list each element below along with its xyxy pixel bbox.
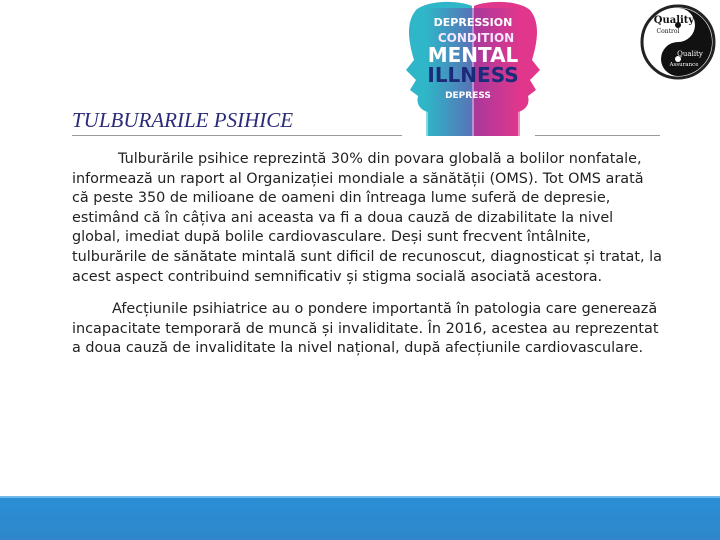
word-condition: CONDITION bbox=[437, 31, 515, 45]
logo-assurance: Assurance bbox=[669, 62, 699, 68]
slide-body bbox=[72, 150, 662, 372]
word-depress: DEPRESS bbox=[445, 91, 491, 101]
title-underline-left bbox=[72, 135, 402, 136]
word-depression: DEPRESSION bbox=[433, 16, 513, 29]
word-mental: MENTAL bbox=[427, 43, 519, 67]
paragraph-1: Tulburările psihice reprezintă 30% din povara globală a bolilor nonfatale, informează un raport al Organizației mondiale a sănătății (OMS). Tot OMS arată că peste 350 de milioane de oameni din întreaga lume suferă de depresie, estimând că în câțiva ani aceasta va fi a doua cauză de dizabilitate la nivel global, imediat după bolile cardiovasculare. Deși sunt frecvent întâlnite, tulburările de sănătate mintală sunt dificil de recunoscut, diagnosticat și tratat, la acest aspect contribuind semnificativ și stigma socială asociată acestora. bbox=[72, 151, 662, 285]
word-illness: ILLNESS bbox=[427, 63, 519, 87]
footer-bar bbox=[0, 496, 720, 540]
slide-title: TULBURARILE PSIHICE bbox=[72, 108, 294, 132]
logo-quality-bottom: Quality bbox=[677, 50, 703, 58]
paragraph-2: Afecțiunile psihiatrice au o pondere importantă în patologia care generează incapacitate temporară de muncă și invaliditate. În 2016, acestea au reprezentat a doua cauză de invaliditate la nivel național, după afecțiunile cardiovasculare. bbox=[72, 301, 659, 357]
mental-illness-heads-illustration bbox=[398, 0, 548, 136]
logo-control: Control bbox=[656, 28, 680, 35]
logo-quality-top: Quality bbox=[653, 15, 695, 26]
title-underline-right bbox=[535, 135, 660, 136]
quality-control-logo bbox=[640, 4, 716, 80]
